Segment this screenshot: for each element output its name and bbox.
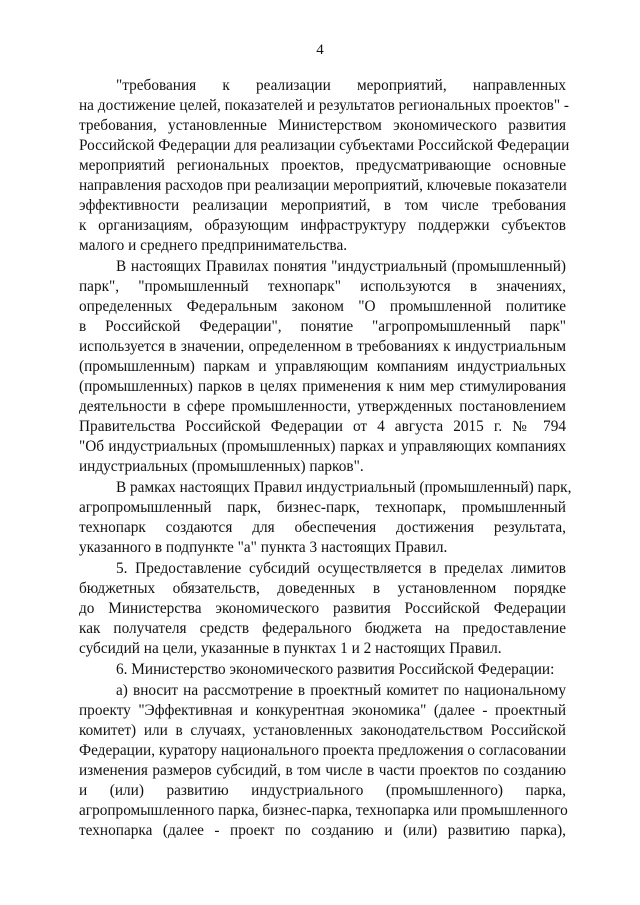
text-line: до Министерства экономического развития Российской Федерации [79,600,566,617]
text-line: индустриальных (промышленных) парков". [79,458,364,475]
text-line: изменения размеров субсидий, в том числе в части проектов по созданию [79,762,566,779]
text-line: Российской Федерации для реализации субъектами Российской Федерации [79,137,570,154]
text-line: агропромышленного парка, бизнес-парка, технопарка или промышленного [79,802,568,819]
text-line: используется в значении, определенном в требованиях к индустриальным [79,338,566,355]
text-line: деятельности в сфере промышленности, утвержденных постановлением [79,398,566,415]
text-line: проекту "Эффективная и конкурентная экономика" (далее - проектный [79,702,566,719]
text-line: мероприятий региональных проектов, предусматривающие основные [79,157,566,174]
text-line: Правительства Российской Федерации от 4 августа 2015 г. № 794 [79,418,566,435]
text-line: эффективности реализации мероприятий, в том числе требования [79,197,566,214]
text-line: "требования к реализации мероприятий, направленных [116,77,566,94]
text-line: В настоящих Правилах понятия "индустриальный (промышленный) [116,258,566,275]
text-line: а) вносит на рассмотрение в проектный комитет по национальному [116,682,566,699]
text-line: агропромышленный парк, бизнес-парк, технопарк, промышленный [79,499,566,516]
text-line: в Российской Федерации", понятие "агропромышленный парк" [79,318,566,335]
text-line: указанного в подпункте "а" пункта 3 настоящих Правил. [79,539,448,556]
text-line: технопарка (далее - проект по созданию и (или) развитию парка), [79,822,566,839]
text-line: на достижение целей, показателей и результатов региональных проектов" - [79,97,570,114]
text-line: бюджетных обязательств, доведенных в установленном порядке [79,580,566,597]
text-line: (промышленным) паркам и управляющим компаниям индустриальных [79,358,566,375]
text-line: к организациям, образующим инфраструктуру поддержки субъектов [79,217,566,234]
text-line: комитет) или в случаях, установленных законодательством Российской [79,722,566,739]
text-line: субсидий на цели, указанные в пунктах 1 и 2 настоящих Правил. [79,640,502,657]
text-line: Федерации, куратору национального проекта предложения о согласовании [79,742,567,759]
text-line: технопарк создаются для обеспечения достижения результата, [79,519,566,536]
text-line: малого и среднего предпринимательства. [79,237,348,254]
text-line: (промышленных) парков в целях применения к ним мер стимулирования [79,378,566,395]
text-line: направления расходов при реализации мероприятий, ключевые показатели [79,177,567,194]
text-line: "Об индустриальных (промышленных) парках и управляющих компаниях [79,438,566,455]
text-line: 6. Министерство экономического развития Российской Федерации: [116,661,555,678]
page-number: 4 [316,42,324,58]
text-line: и (или) развитию индустриального (промышленного) парка, [79,782,566,799]
text-line: В рамках настоящих Правил индустриальный (промышленный) парк, [116,479,572,496]
text-line: парк", "промышленный технопарк" используются в значениях, [79,278,566,295]
text-line: как получателя средств федерального бюджета на предоставление [79,620,566,637]
text-line: требования, установленные Министерством экономического развития [79,117,566,134]
text-line: 5. Предоставление субсидий осуществляется в пределах лимитов [116,560,566,577]
text-line: определенных Федеральным законом "О промышленной политике [79,298,566,315]
